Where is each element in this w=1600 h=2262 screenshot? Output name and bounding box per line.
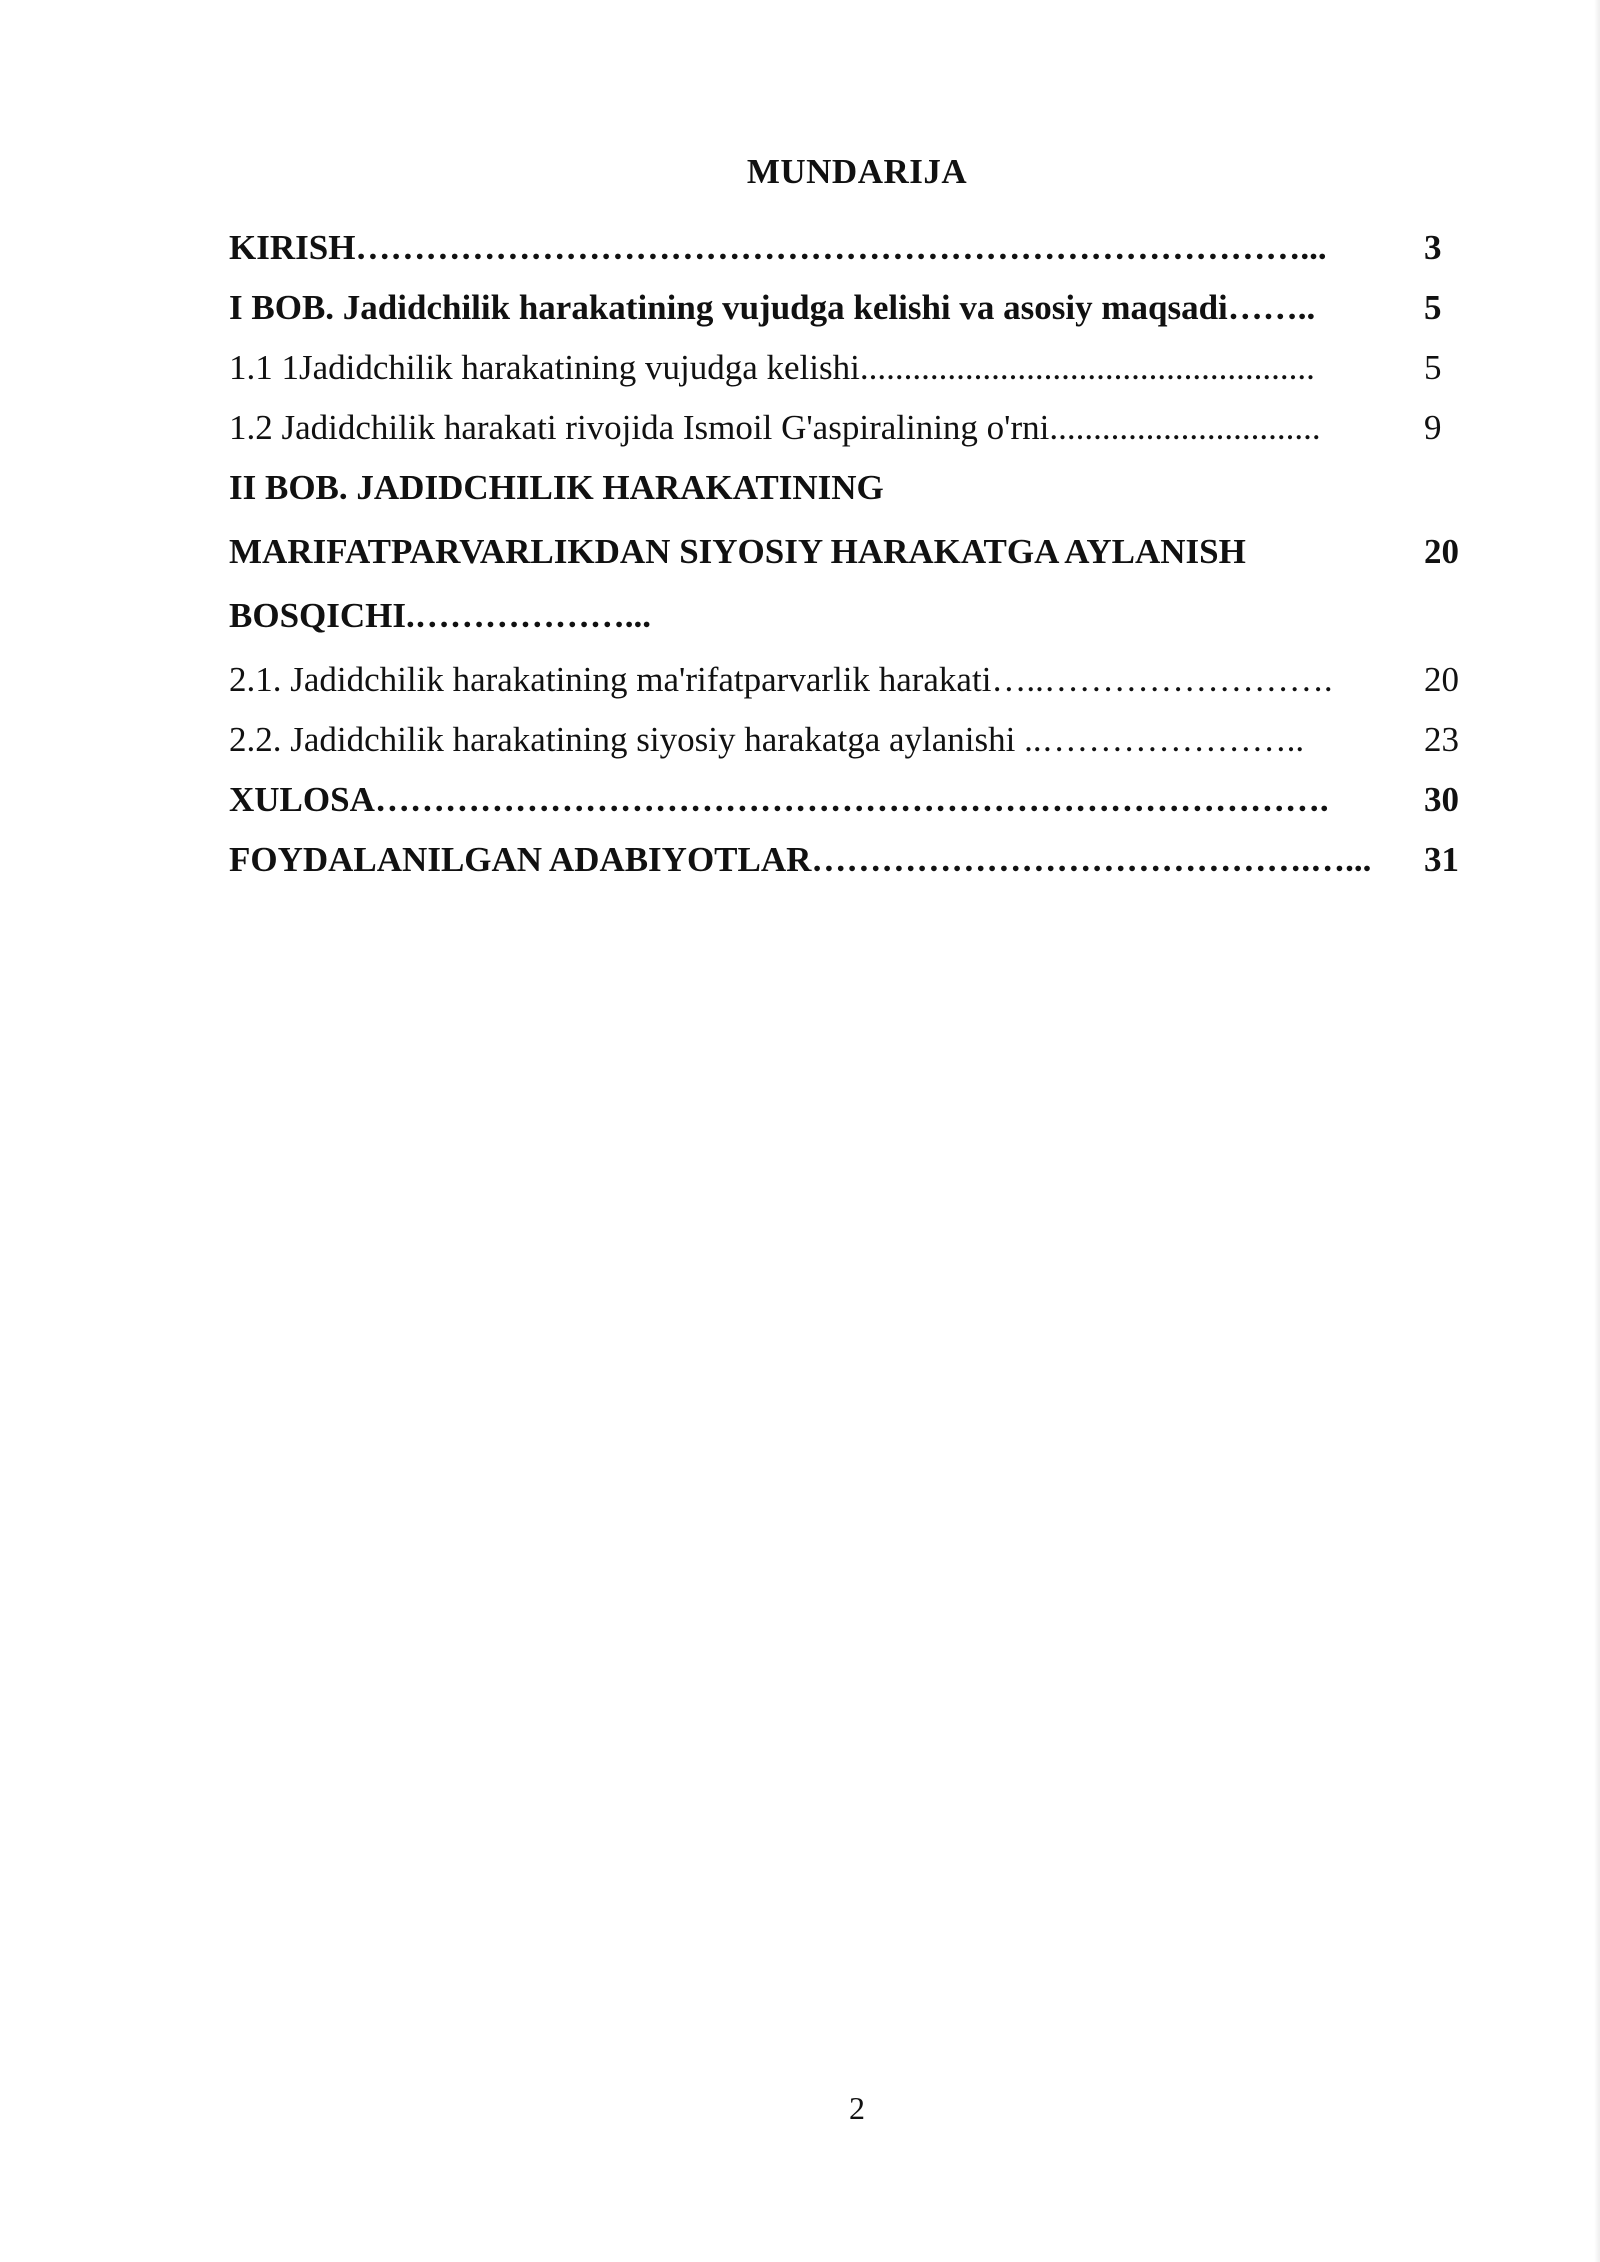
toc-entry-text: 2.2. Jadidchilik harakatining siyosiy harakatga aylanishi ..………………….. — [229, 720, 1305, 759]
toc-entry-section-1-1[interactable] — [229, 338, 1484, 398]
toc-entry-text: FOYDALANILGAN ADABIYOTLAR…………………………………….…... — [229, 840, 1372, 879]
toc-entry-xulosa[interactable] — [229, 770, 1484, 830]
toc-entry-text: KIRISH………………………………………………………………………... — [229, 228, 1327, 267]
page-edge-shadow — [1594, 0, 1600, 2262]
toc-page-number: 23 — [1424, 720, 1459, 759]
toc-entry-section-2-1[interactable] — [229, 650, 1484, 710]
toc-entry-text: 1.2 Jadidchilik harakati rivojida Ismoil G'aspiralining o'rni............................... — [229, 408, 1321, 447]
toc-entry-chapter-2[interactable] — [229, 458, 1484, 648]
toc-entry-adabiyotlar[interactable] — [229, 830, 1484, 890]
toc-entry-chapter-1[interactable] — [229, 278, 1484, 338]
toc-page-number: 20 — [1424, 532, 1459, 571]
toc-page-number: 3 — [1424, 228, 1442, 267]
toc-entry-section-2-2[interactable] — [229, 710, 1484, 770]
page-number: 2 — [849, 2090, 865, 2126]
toc-page-number: 31 — [1424, 840, 1459, 879]
toc-entry-text-line-2: MARIFATPARVARLIKDAN SIYOSIY HARAKATGA AYLANISH — [229, 532, 1246, 571]
toc-page-number: 5 — [1424, 348, 1442, 387]
toc-page-number: 20 — [1424, 660, 1459, 699]
toc-entry-text: 2.1. Jadidchilik harakatining ma'rifatparvarlik harakati…..……………………. — [229, 660, 1333, 699]
toc-entry-text: 1.1 1Jadidchilik harakatining vujudga kelishi.................................................... — [229, 348, 1315, 387]
toc-page-number: 30 — [1424, 780, 1459, 819]
page-title: MUNDARIJA — [746, 152, 968, 191]
toc-entry-text: XULOSA………………………………………………………………………. — [229, 780, 1329, 819]
toc-entry-text: I BOB. Jadidchilik harakatining vujudga kelishi va asosiy maqsadi…….. — [229, 288, 1316, 327]
toc-entry-kirish[interactable] — [229, 218, 1484, 278]
toc-page-number: 9 — [1424, 408, 1442, 447]
toc-entry-text-line-3: BOSQICHI.………………... — [229, 596, 651, 635]
toc-entry-section-1-2[interactable] — [229, 398, 1484, 458]
toc-entry-text-line-1: II BOB. JADIDCHILIK HARAKATINING — [229, 468, 884, 507]
toc-page-number: 5 — [1424, 288, 1442, 327]
